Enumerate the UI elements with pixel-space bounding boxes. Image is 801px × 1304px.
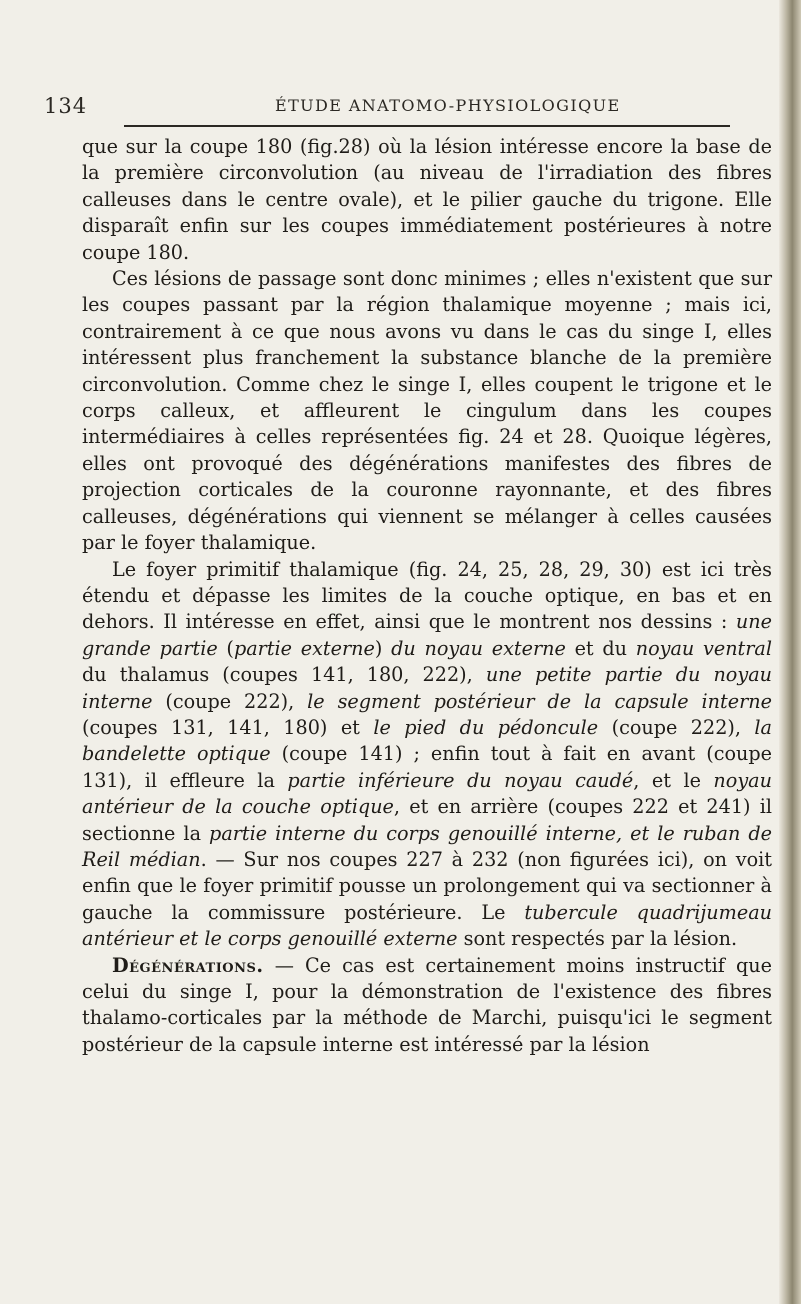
- italic-segment: tubercule quadrijumeau antérieur et le corps genouillé externe: [82, 900, 772, 951]
- page-number: 134: [44, 94, 88, 118]
- text-segment: (coupe 141) ; enfin tout à fait en avant (coupe 131), il effleure la: [82, 742, 772, 792]
- text-segment: ): [374, 636, 392, 660]
- italic-segment: noyau ventral: [635, 636, 773, 660]
- italic-segment: noyau antérieur de la couche optique: [82, 768, 772, 819]
- text-segment: , et en arrière (coupes 222 et 241) il sectionne la: [82, 795, 772, 845]
- text-segment: — Ce cas est certainement moins instructif que celui du singe I, pour la démonstration de l'existence des fibres thalamo-corticales par la méthode de Marchi, puisqu'ici le segment postérieur de la capsule interne est intéressé par la lésion: [82, 953, 772, 1056]
- text-segment: sont respectés par la lésion.: [457, 927, 738, 951]
- paragraph-3: [82, 557, 772, 953]
- body-text: [82, 134, 772, 1058]
- italic-segment: la bandelette optique: [82, 715, 772, 766]
- text-segment: Le foyer primitif thalamique (fig. 24, 25, 28, 29, 30) est ici très étendu et dépasse les limites de la couche optique, en bas et en dehors. Il intéresse en effet, ainsi que le montrent nos dessins :: [82, 557, 772, 634]
- text-segment: (: [217, 636, 234, 660]
- text-segment: (coupe 222),: [598, 715, 755, 739]
- section-heading: Dégénérations.: [112, 953, 264, 977]
- text-segment: . — Sur nos coupes 227 à 232 (non figurées ici), on voit enfin que le foyer primitif pousse un prolongement qui va sectionner à gauche la commissure postérieure. Le: [82, 847, 772, 924]
- italic-segment: le pied du pédoncule: [373, 715, 599, 739]
- italic-segment: une petite partie du noyau interne: [82, 663, 772, 713]
- italic-segment: du noyau externe: [391, 636, 566, 660]
- italic-segment: partie externe: [233, 636, 375, 660]
- text-segment: et du: [565, 636, 636, 660]
- header-rule: [124, 125, 730, 127]
- italic-segment: partie interne du corps genouillé interne, et le ruban de Reil médian: [82, 821, 772, 871]
- text-segment: du thalamus (coupes 141, 180, 222),: [82, 663, 486, 687]
- italic-segment: une grande partie: [82, 610, 772, 660]
- paragraph-1: que sur la coupe 180 (fig.28) où la lésion intéresse encore la base de la première circonvolution (au niveau de l'irradiation des fibres calleuses dans le centre ovale), et le pilier gauche du trigone. Elle disparaît enfin sur les coupes immédiatement postérieures à notre coupe 180.: [82, 135, 772, 264]
- text-segment: , et le: [633, 768, 714, 792]
- text-segment: (coupe 222),: [152, 689, 308, 713]
- paragraph-4: [82, 953, 772, 1059]
- paragraph-2: Ces lésions de passage sont donc minimes ; elles n'existent que sur les coupes passant par la région thalamique moyenne ; mais ici, contrairement à ce que nous avons vu dans le cas du singe I, elles intéressent plus franchement la substance blanche de la première circonvolution. Comme chez le singe I, elles coupent le trigone et le corps calleux, et affleurent le cingulum dans les coupes intermédiaires à celles représentées fig. 24 et 28. Quoique légères, elles ont provoqué des dégénérations manifestes des fibres de projection corticales de la couronne rayonnante, et des fibres calleuses, dégénérations qui viennent se mélanger à celles causées par le foyer thalamique.: [82, 267, 772, 555]
- text-segment: (coupes 131, 141, 180) et: [82, 715, 374, 739]
- running-title: ÉTUDE ANATOMO-PHYSIOLOGIQUE: [275, 96, 621, 115]
- italic-segment: partie inférieure du noyau caudé: [287, 768, 634, 792]
- italic-segment: le segment postérieur de la capsule interne: [307, 689, 772, 713]
- page-edge-shadow: [779, 0, 801, 1304]
